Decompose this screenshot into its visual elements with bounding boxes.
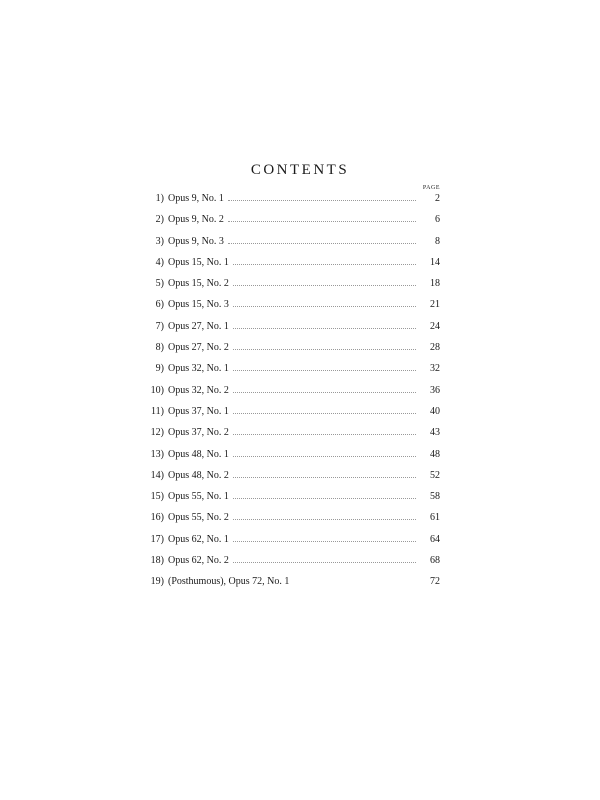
dot-leader xyxy=(233,456,416,457)
entry-number: 1) xyxy=(155,193,164,204)
entry-title: Opus 27, No. 2 xyxy=(168,342,229,354)
dot-leader xyxy=(233,498,416,499)
entry-number: 14) xyxy=(150,469,164,481)
entry-number: 9) xyxy=(155,363,164,375)
entry-number: 13) xyxy=(150,448,164,460)
list-item xyxy=(140,491,440,512)
entry-title: Opus 37, No. 1 xyxy=(168,405,229,417)
list-item xyxy=(140,427,440,448)
entry-title: Opus 15, No. 2 xyxy=(168,278,229,290)
entry-number: 15) xyxy=(150,491,164,503)
dot-leader xyxy=(233,264,416,265)
entry-number: 8) xyxy=(155,342,164,354)
page-column-label: PAGE xyxy=(422,185,440,191)
entry-number: 11) xyxy=(151,405,164,417)
list-item xyxy=(140,470,440,491)
dot-leader xyxy=(228,243,416,244)
entry-title: Opus 15, No. 3 xyxy=(168,299,229,311)
entry-number: 16) xyxy=(150,512,164,524)
entry-page: 61 xyxy=(430,512,440,524)
list-item xyxy=(140,257,440,278)
entry-page: 18 xyxy=(430,278,440,290)
entry-title: Opus 48, No. 2 xyxy=(168,469,229,481)
entry-title: Opus 55, No. 1 xyxy=(168,491,229,503)
entry-title: Opus 9, No. 3 xyxy=(168,235,224,247)
list-item xyxy=(140,214,440,235)
dot-leader xyxy=(233,328,416,329)
dot-leader xyxy=(233,392,416,393)
list-item xyxy=(140,299,440,320)
entry-page: 72 xyxy=(430,576,440,588)
list-item xyxy=(140,385,440,406)
entry-page: 40 xyxy=(430,405,440,417)
entry-number: 3) xyxy=(155,235,164,247)
entry-title: Opus 32, No. 1 xyxy=(168,363,229,375)
entry-page: 32 xyxy=(430,363,440,375)
dot-leader xyxy=(228,200,416,201)
list-item xyxy=(140,555,440,576)
entry-title: Opus 37, No. 2 xyxy=(168,427,229,439)
entry-number: 6) xyxy=(155,299,164,311)
entry-page: 48 xyxy=(430,448,440,460)
entry-page: 64 xyxy=(430,533,440,545)
list-item xyxy=(140,236,440,257)
entry-title: Opus 15, No. 1 xyxy=(168,256,229,268)
entry-page: 68 xyxy=(430,555,440,567)
page-title: CONTENTS xyxy=(250,162,350,178)
entry-number: 5) xyxy=(155,278,164,290)
list-item xyxy=(140,512,440,533)
list-item xyxy=(140,449,440,470)
dot-leader xyxy=(233,519,416,520)
entry-page: 43 xyxy=(430,427,440,439)
entry-title: Opus 62, No. 2 xyxy=(168,555,229,567)
dot-leader xyxy=(228,221,416,222)
dot-leader xyxy=(233,434,416,435)
entry-title: Opus 27, No. 1 xyxy=(168,320,229,332)
entry-number: 2) xyxy=(155,214,164,226)
list-item xyxy=(140,342,440,363)
dot-leader xyxy=(233,541,416,542)
list-item xyxy=(140,193,440,214)
list-item xyxy=(140,321,440,342)
entry-number: 7) xyxy=(155,320,164,332)
entry-page: 24 xyxy=(430,320,440,332)
dot-leader xyxy=(233,349,416,350)
contents-list xyxy=(140,193,440,598)
entry-page: 14 xyxy=(430,256,440,268)
entry-number: 17) xyxy=(150,533,164,545)
list-item xyxy=(140,406,440,427)
dot-leader xyxy=(233,413,416,414)
entry-page: 6 xyxy=(435,214,440,226)
entry-page: 36 xyxy=(430,384,440,396)
entry-number: 18) xyxy=(150,555,164,567)
entry-number: 19) xyxy=(150,576,164,588)
entry-page: 21 xyxy=(430,299,440,311)
entry-number: 10) xyxy=(150,384,164,396)
entry-page: 8 xyxy=(435,235,440,247)
dot-leader xyxy=(233,306,416,307)
list-item xyxy=(140,363,440,384)
entry-page: 28 xyxy=(430,342,440,354)
entry-title: Opus 32, No. 2 xyxy=(168,384,229,396)
entry-title: Opus 9, No. 2 xyxy=(168,214,224,226)
list-item xyxy=(140,534,440,555)
dot-leader xyxy=(233,477,416,478)
list-item xyxy=(140,278,440,299)
dot-leader xyxy=(233,562,416,563)
entry-title: Opus 55, No. 2 xyxy=(168,512,229,524)
entry-title: Opus 62, No. 1 xyxy=(168,533,229,545)
dot-leader xyxy=(233,285,416,286)
entry-page: 58 xyxy=(430,491,440,503)
entry-page: 2 xyxy=(435,193,440,204)
dot-leader xyxy=(233,370,416,371)
entry-number: 12) xyxy=(150,427,164,439)
entry-title: (Posthumous), Opus 72, No. 1 xyxy=(168,576,290,588)
entry-number: 4) xyxy=(155,256,164,268)
entry-title: Opus 9, No. 1 xyxy=(168,193,224,204)
entry-title: Opus 48, No. 1 xyxy=(168,448,229,460)
list-item xyxy=(140,576,440,597)
entry-page: 52 xyxy=(430,469,440,481)
